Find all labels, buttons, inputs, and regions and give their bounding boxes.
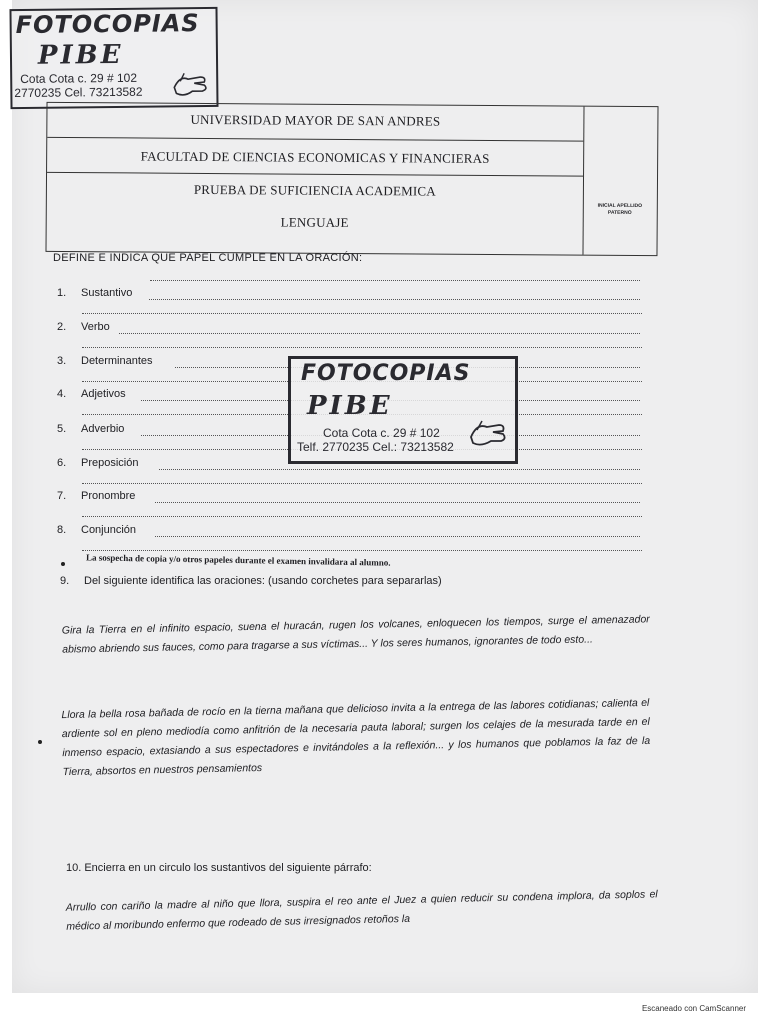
box-caption-1: INICIAL APELLIDO [597, 202, 643, 210]
item-number: 5. [57, 423, 67, 435]
answer-line[interactable] [159, 469, 640, 470]
definition-item [57, 457, 138, 469]
faculty-name: FACULTAD DE CIENCIAS ECONOMICAS Y FINANCIERAS [47, 138, 583, 177]
item-label: Pronombre [81, 490, 136, 502]
answer-line[interactable] [155, 502, 640, 503]
question-10: 10. Encierra en un circulo los sustantivos del siguiente párrafo: [66, 862, 372, 874]
question-9-text: Del siguiente identifica las oraciones: (usando corchetes para separarlas) [84, 575, 442, 587]
paragraph-2: Llora la bella rosa bañada de rocío en la tierna mañana que delicioso invita a la entrega de las labores cotidianas; calienta el ardiente sol en pleno mediodía como anfitrión de la necesaria pauta laboral; surgen los celajes de la mesurada tarde en el inmenso espacio, extasiando a sus espectadores e invitándoles a la reflexión... y los humanos que poblamos la faz de la Tierra, absortos en nuestros pensamientos [61, 696, 651, 779]
item-number: 8. [57, 524, 67, 536]
definition-item [57, 388, 126, 400]
stamp-title: FOTOCOPIAS [301, 361, 471, 386]
stamp-title: FOTOCOPIAS [15, 9, 200, 40]
stamp-address: Cota Cota c. 29 # 102 [20, 70, 138, 86]
answer-line[interactable] [82, 550, 642, 551]
subject-title: LENGUAJE [280, 214, 349, 230]
exam-header-table [45, 102, 658, 256]
answer-line[interactable] [82, 483, 642, 484]
stamp-phones: Telf. 2770235 Cel.: 73213582 [297, 440, 454, 454]
hand-icon [467, 415, 509, 451]
answer-line[interactable] [82, 347, 642, 348]
answer-line[interactable] [155, 536, 640, 537]
item-number: 6. [57, 457, 67, 469]
definition-item [57, 524, 136, 536]
answer-line[interactable] [149, 299, 640, 300]
item-label: Sustantivo [81, 287, 133, 299]
box-caption-2: PATERNO [607, 209, 632, 216]
answer-line[interactable] [82, 516, 642, 517]
item-label: Verbo [81, 321, 110, 333]
answer-line[interactable] [82, 313, 642, 314]
definition-item [57, 490, 135, 502]
scanner-credit: Escaneado con CamScanner [641, 1004, 746, 1013]
stamp-address: Cota Cota c. 29 # 102 [323, 426, 440, 440]
instruction-heading: DEFINE E INDICA QUE PAPEL CUMPLE EN LA ORACIÓN: [53, 252, 363, 264]
definition-item [57, 321, 110, 333]
stamp-phones: 2770235 Cel. 73213582 [14, 84, 143, 101]
header-left-cells [46, 103, 584, 255]
photocopy-stamp-center [288, 356, 518, 464]
answer-line[interactable] [119, 333, 640, 334]
item-label: Adverbio [81, 423, 125, 435]
item-number: 3. [57, 355, 67, 367]
definition-item [57, 287, 132, 299]
item-number: 1. [57, 287, 67, 299]
paragraph-1: Gira la Tierra en el infinito espacio, suena el huracán, rugen los volcanes, enloquecen los tiempos, surge el amenazador abismo abriendo sus fauces, como para tragarse a sus víctimas... Y los seres humanos, ignorantes de todo esto... [61, 613, 650, 656]
item-label: Preposición [81, 457, 139, 469]
bullet [61, 562, 65, 566]
stamp-name: PIBE [307, 391, 393, 421]
paragraph-3: Arrullo con cariño la madre al niño que llora, suspira el reo ante el Juez a quien reducir su condena implora, da soplos el médico al moribundo enfermo que rodeado de sus irresignados retoños la [65, 888, 658, 933]
exam-title: PRUEBA DE SUFICIENCIA ACADEMICA [193, 181, 436, 199]
question-9-number: 9. [60, 575, 70, 587]
item-number: 7. [57, 490, 67, 502]
stamp-name: PIBE [37, 39, 124, 71]
surname-initial-box [583, 107, 656, 255]
definition-item [57, 423, 124, 435]
photocopy-stamp-top [9, 7, 218, 109]
copy-warning: La sospecha de copia y/o otros papeles durante el examen invalidara al alumno. [85, 552, 391, 568]
item-number: 2. [57, 321, 67, 333]
bullet [38, 740, 42, 744]
university-name: UNIVERSIDAD MAYOR DE SAN ANDRES [47, 103, 583, 142]
definition-item [57, 355, 153, 367]
item-number: 4. [57, 388, 67, 400]
item-label: Conjunción [81, 524, 137, 536]
exam-cell [46, 173, 583, 255]
question-9 [60, 575, 442, 587]
item-label: Adjetivos [81, 388, 126, 400]
hand-icon [170, 67, 210, 101]
answer-line[interactable] [150, 280, 640, 281]
item-label: Determinantes [81, 355, 153, 367]
